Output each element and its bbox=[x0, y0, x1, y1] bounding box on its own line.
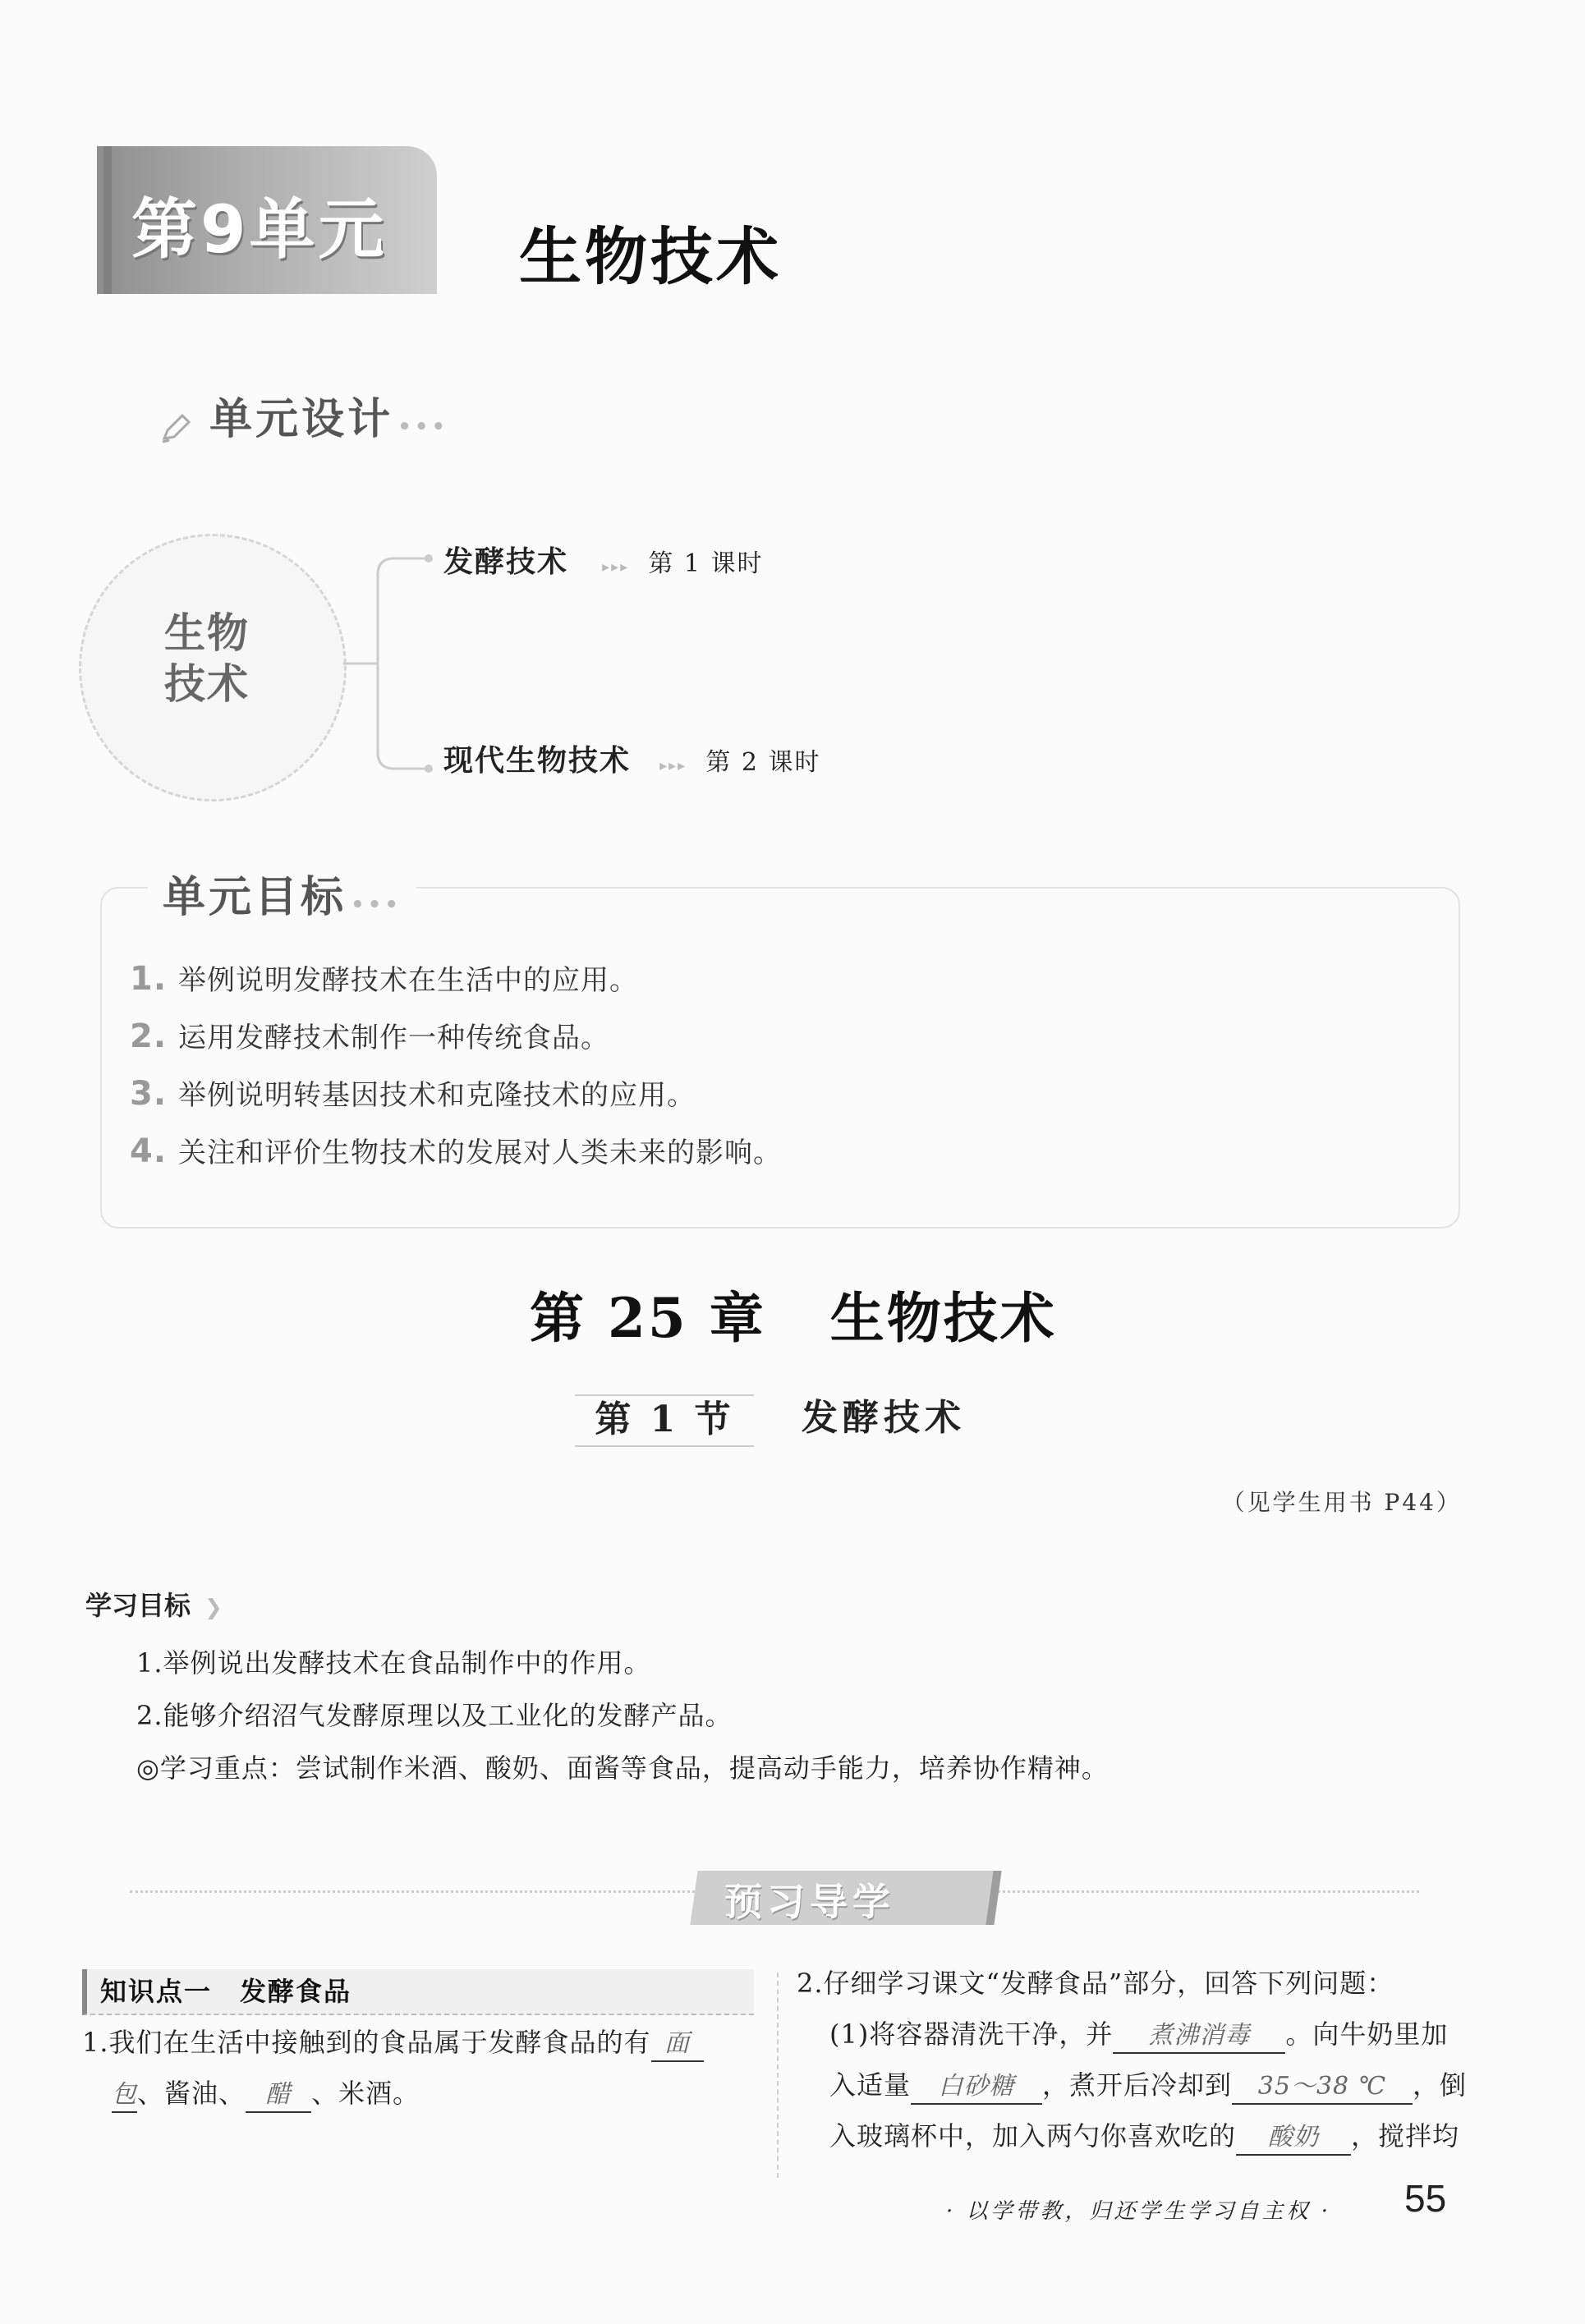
goal-item: 3. 举例说明转基因技术和克隆技术的应用。 bbox=[130, 1075, 696, 1113]
mindmap-root-line1: 生物 bbox=[164, 609, 250, 657]
goal-item: 1. 举例说明发酵技术在生活中的应用。 bbox=[130, 960, 639, 998]
answer-blank: 35～38 ℃ bbox=[1232, 2070, 1413, 2105]
goals-box bbox=[100, 887, 1460, 1229]
answer-blank: 酸奶 bbox=[1236, 2121, 1351, 2156]
branch-title: 现代生物技术 bbox=[443, 744, 632, 778]
triple-arrow-icon: ▸▸▸ bbox=[602, 558, 630, 576]
chapter-title: 第 25 章 生物技术 bbox=[530, 1286, 1057, 1350]
answer-blank: 煮沸消毒 bbox=[1113, 2019, 1285, 2054]
goals-heading bbox=[148, 862, 416, 924]
pencil-icon bbox=[158, 411, 194, 450]
question-2-text: (1)将容器清洗干净，并 煮沸消毒 。向牛奶里加 入适量 白砂糖 ，煮开后冷却到 35～38 ℃ ，倒 入玻璃杯中，加入两勺你喜欢吃的 酸奶 ，搅拌均 bbox=[797, 2009, 1478, 2161]
page-number: 55 bbox=[1404, 2177, 1447, 2220]
mindmap-connector bbox=[337, 542, 435, 780]
question-2-intro: 2.仔细学习课文“发酵食品”部分，回答下列问题： bbox=[797, 1968, 1394, 1999]
design-heading bbox=[158, 384, 448, 450]
mindmap-branch-1 bbox=[443, 539, 763, 581]
goal-item: 2. 运用发酵技术制作一种传统食品。 bbox=[130, 1017, 610, 1055]
learning-goal-item: 2.能够介绍沼气发酵原理以及工业化的发酵产品。 bbox=[136, 1700, 733, 1731]
heading-dots: ••• bbox=[397, 415, 449, 439]
section-number: 第 1 节 bbox=[575, 1394, 754, 1447]
mindmap-root bbox=[164, 608, 263, 710]
answer-blank: 白砂糖 bbox=[911, 2070, 1042, 2105]
goal-item: 4. 关注和评价生物技术的发展对人类未来的影响。 bbox=[130, 1132, 783, 1170]
preview-banner-text: 预习导学 bbox=[724, 1880, 895, 1924]
answer-blank: 包 bbox=[112, 2078, 137, 2113]
question-1: 1.我们在生活中接触到的食品属于发酵食品的有 面 包、酱油、 醋 、米酒。 bbox=[82, 2017, 756, 2119]
triple-arrow-icon: ▸▸▸ bbox=[659, 757, 687, 774]
reference-note: （见学生用书 P44） bbox=[1221, 1489, 1462, 1516]
unit-label: 第9单元 bbox=[131, 191, 388, 268]
branch-lesson: 第 1 课时 bbox=[648, 549, 764, 578]
footer-slogan: · 以学带教，归还学生学习自主权 · bbox=[946, 2199, 1332, 2224]
branch-title: 发酵技术 bbox=[443, 545, 569, 579]
branch-lesson: 第 2 课时 bbox=[705, 748, 821, 777]
column-divider bbox=[777, 1973, 779, 2178]
learning-goal-item: 1.举例说出发酵技术在食品制作中的作用。 bbox=[136, 1647, 651, 1679]
answer-blank: 面 bbox=[651, 2028, 704, 2062]
learning-goals-title: 学习目标 ❯ bbox=[85, 1590, 223, 1621]
mindmap-branch-2 bbox=[443, 737, 820, 779]
answer-blank: 醋 bbox=[246, 2078, 311, 2113]
unit-title: 生物技术 bbox=[519, 220, 782, 293]
heading-dots: ••• bbox=[351, 893, 402, 917]
learning-focus: ◎学习重点：尝试制作米酒、酸奶、面酱等食品，提高动手能力，培养协作精神。 bbox=[136, 1752, 1109, 1784]
knowledge-point-title: 知识点一 发酵食品 bbox=[100, 1976, 352, 2007]
mindmap-root-line2: 技术 bbox=[164, 660, 250, 708]
goals-heading-text: 单元目标 bbox=[163, 873, 347, 922]
design-heading-text: 单元设计 bbox=[209, 395, 394, 444]
chevron-right-icon: ❯ bbox=[204, 1596, 223, 1620]
section-name: 发酵技术 bbox=[802, 1397, 966, 1439]
question-2 bbox=[797, 1958, 1478, 2161]
